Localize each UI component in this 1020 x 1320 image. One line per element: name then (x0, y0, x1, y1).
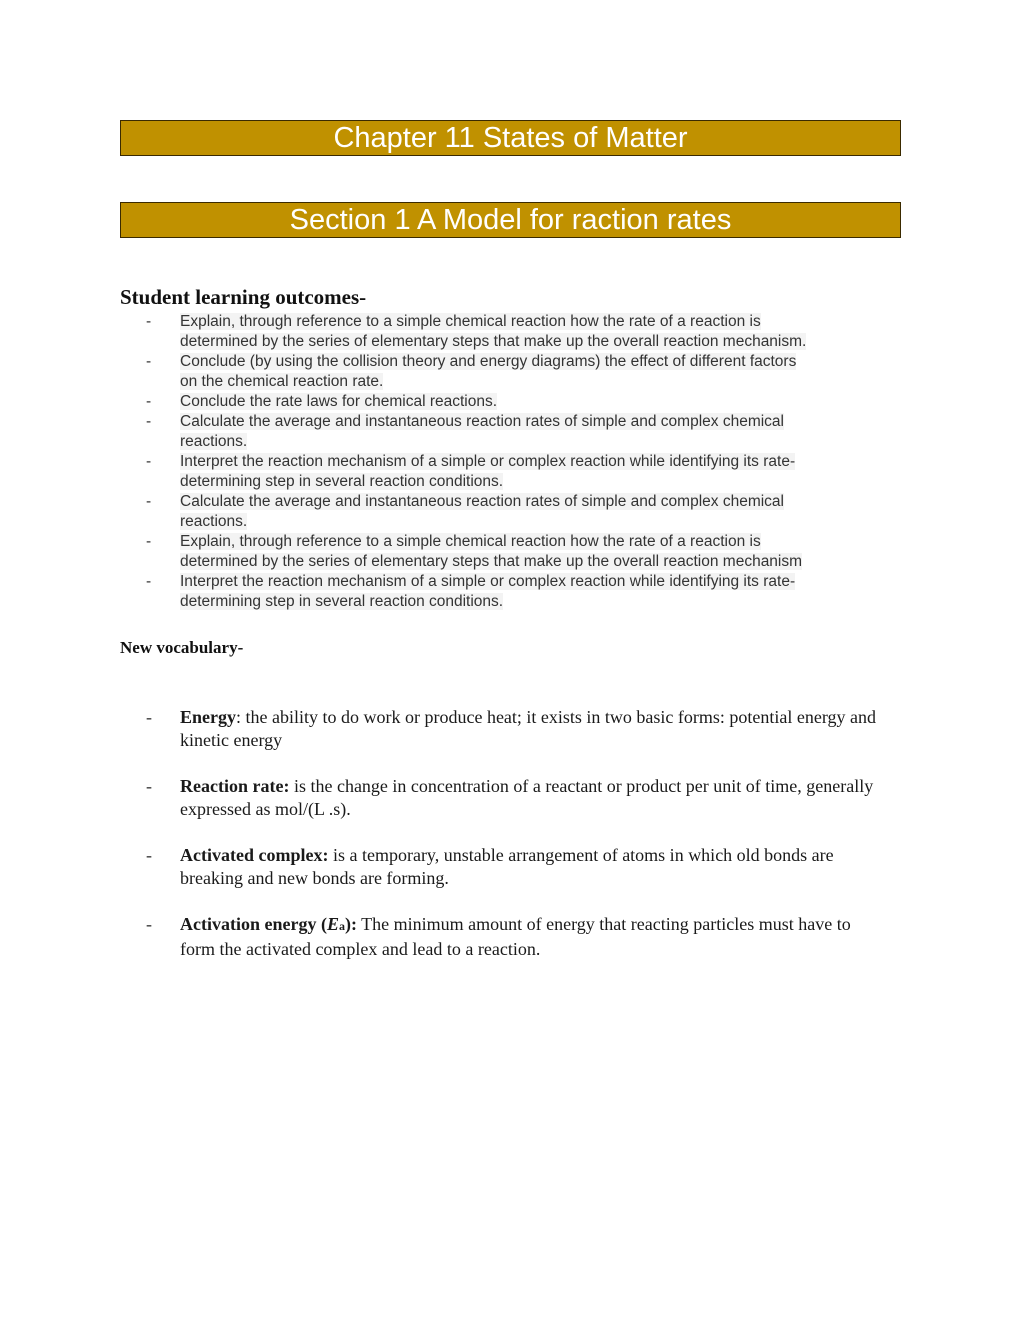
outcome-item: - Explain, through reference to a simple chemical reaction how the rate of a reaction is determined by the series of elementary steps that make up the overall reaction mechanism (146, 533, 803, 570)
outcome-item: - Conclude (by using the collision theory and energy diagrams) the effect of different factors on the chemical reaction rate. (146, 353, 797, 390)
bullet-dash: - (146, 914, 152, 934)
bullet-dash: - (146, 573, 152, 590)
chapter-title: Chapter 11 States of Matter (333, 122, 688, 154)
vocabulary-item (146, 844, 886, 890)
vocabulary-definition: is the change in concentration of a reactant or product per unit of time, generally expressed as mol/(L .s). (180, 776, 874, 819)
vocabulary-definition: : the ability to do work or produce heat; it exists in two basic forms: potential energy and kinetic energy (180, 707, 877, 750)
bullet-dash: - (146, 353, 152, 370)
vocabulary-term: Reaction rate: (180, 776, 290, 796)
bullet-dash: - (146, 413, 152, 430)
section-title: Section 1 A Model for raction rates (289, 204, 732, 236)
activation-energy-symbol: E (326, 914, 339, 934)
activation-energy-subscript: a (338, 919, 345, 933)
vocabulary-heading: New vocabulary- (120, 638, 244, 657)
outcome-item: - Conclude the rate laws for chemical reactions. (146, 393, 498, 410)
vocabulary-term: Activation energy (Ea): (180, 914, 357, 934)
learning-outcomes-heading: Student learning outcomes- (120, 285, 367, 309)
vocabulary-item (146, 775, 886, 821)
learning-outcomes-list (146, 312, 906, 612)
vocabulary-list (146, 706, 886, 984)
outcome-item: - Interpret the reaction mechanism of a simple or complex reaction while identifying its rate- determining step in several reaction conditions. (146, 453, 796, 490)
bullet-dash: - (146, 453, 152, 470)
bullet-dash: - (146, 493, 152, 510)
vocabulary-item (146, 706, 886, 752)
vocabulary-definition: is a temporary, unstable arrangement of atoms in which old bonds are breaking and new bonds are forming. (180, 845, 834, 888)
chapter-title-banner (120, 120, 901, 156)
vocabulary-definition: The minimum amount of energy that reacting particles must have to form the activated complex and lead to a reaction. (180, 914, 851, 959)
outcome-item: - Calculate the average and instantaneous reaction rates of simple and complex chemical reactions. (146, 493, 784, 530)
outcome-item: - Calculate the average and instantaneous reaction rates of simple and complex chemical reactions. (146, 413, 784, 450)
bullet-dash: - (146, 707, 152, 727)
bullet-dash: - (146, 533, 152, 550)
bullet-dash: - (146, 845, 152, 865)
section-title-banner (120, 202, 901, 238)
vocabulary-item (146, 913, 886, 961)
outcome-item: - Interpret the reaction mechanism of a simple or complex reaction while identifying its rate- determining step in several reaction conditions. (146, 573, 796, 610)
vocabulary-term: Activated complex: (180, 845, 329, 865)
bullet-dash: - (146, 776, 152, 796)
bullet-dash: - (146, 393, 152, 410)
vocabulary-term: Energy (180, 707, 236, 727)
outcome-item: - Explain, through reference to a simple chemical reaction how the rate of a reaction is determined by the series of elementary steps that make up the overall reaction mechanism. (146, 313, 807, 350)
bullet-dash: - (146, 313, 152, 330)
